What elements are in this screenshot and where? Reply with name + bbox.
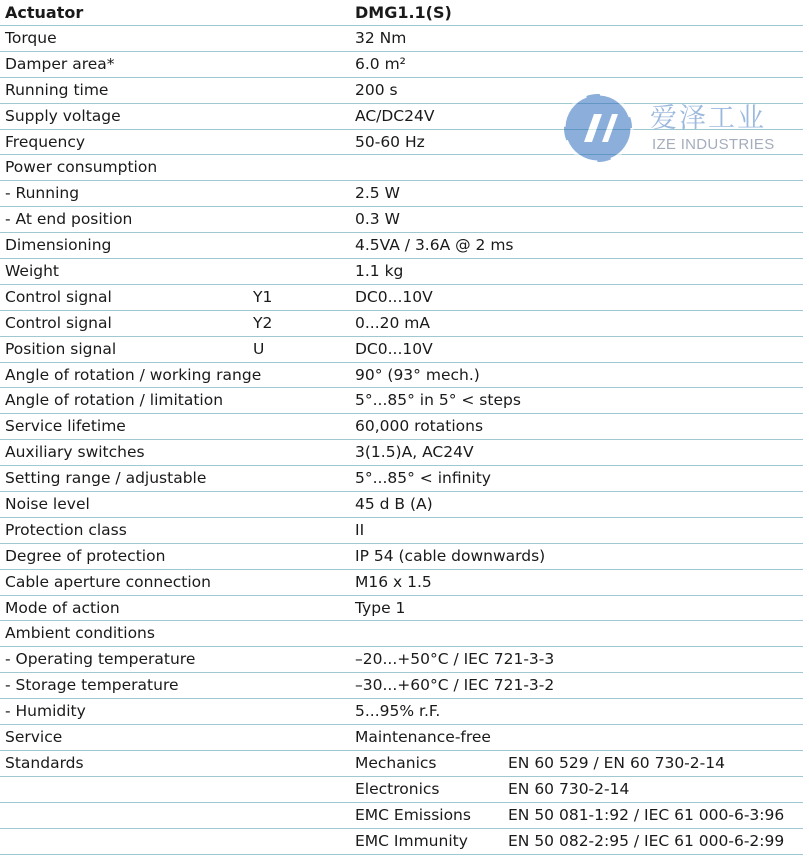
row-value: Type 1 — [355, 598, 406, 617]
row-label: Service — [5, 728, 63, 747]
row-value: DC0...10V — [355, 339, 433, 358]
row-value: 200 s — [355, 80, 398, 99]
row-value: Electronics — [355, 779, 440, 798]
table-row — [0, 207, 803, 233]
row-label: Supply voltage — [5, 106, 121, 125]
table-row — [0, 803, 803, 829]
row-value: 5°...85° < infinity — [355, 469, 491, 488]
table-header — [0, 0, 803, 26]
table-row — [0, 440, 803, 466]
table-row — [0, 414, 803, 440]
table-row — [0, 699, 803, 725]
row-label: Damper area* — [5, 54, 115, 73]
row-value: Maintenance-free — [355, 728, 491, 747]
row-value: EMC Emissions — [355, 805, 471, 824]
row-standard: EN 50 081-1:92 / IEC 61 000-6-3:96 — [508, 805, 785, 824]
row-label: Service lifetime — [5, 417, 126, 436]
table-body — [0, 26, 803, 855]
table-row — [0, 259, 803, 285]
row-value: II — [355, 520, 365, 539]
table-row — [0, 647, 803, 673]
row-label: Angle of rotation / limitation — [5, 391, 224, 410]
row-label: Angle of rotation / working range — [5, 365, 262, 384]
table-row — [0, 544, 803, 570]
row-value: 1.1 kg — [355, 262, 404, 281]
row-label: Mode of action — [5, 598, 120, 617]
row-value: AC/DC24V — [355, 106, 435, 125]
table-row — [0, 181, 803, 207]
row-label: - At end position — [5, 210, 133, 229]
row-value: 0...20 mA — [355, 313, 430, 332]
row-value: DC0...10V — [355, 287, 433, 306]
header-model: DMG1.1(S) — [355, 3, 452, 22]
table-row — [0, 725, 803, 751]
row-label: Protection class — [5, 520, 127, 539]
row-label: Torque — [5, 29, 57, 47]
row-value: 32 Nm — [355, 29, 407, 47]
table-row — [0, 751, 803, 777]
row-label: Running time — [5, 80, 109, 99]
row-label: Cable aperture connection — [5, 572, 211, 591]
row-standard: EN 60 730-2-14 — [508, 779, 630, 798]
row-label: Auxiliary switches — [5, 443, 145, 462]
row-label: Weight — [5, 262, 60, 281]
table-row — [0, 596, 803, 622]
table-row — [0, 285, 803, 311]
table-row — [0, 363, 803, 389]
row-value: EMC Immunity — [355, 831, 468, 850]
table-row — [0, 621, 803, 647]
row-value: –30...+60°C / IEC 721-3-2 — [355, 676, 555, 695]
table-row — [0, 130, 803, 156]
table-row — [0, 26, 803, 52]
row-value: IP 54 (cable downwards) — [355, 546, 546, 565]
row-standard: EN 50 082-2:95 / IEC 61 000-6-2:99 — [508, 831, 785, 850]
row-label: Power consumption — [5, 158, 158, 177]
header-label: Actuator — [5, 3, 84, 22]
table-row — [0, 52, 803, 78]
row-label: Control signal — [5, 313, 112, 332]
row-standard: EN 60 529 / EN 60 730-2-14 — [508, 753, 725, 772]
row-value: –20...+50°C / IEC 721-3-3 — [355, 650, 555, 669]
row-value: Mechanics — [355, 753, 437, 772]
table-row — [0, 155, 803, 181]
row-label: Control signal — [5, 287, 112, 306]
row-label: - Operating temperature — [5, 650, 196, 669]
watermark-en: IZE INDUSTRIES — [652, 136, 775, 153]
row-label: - Storage temperature — [5, 676, 179, 695]
row-value: 90° (93° mech.) — [355, 365, 480, 384]
row-signal-code: U — [253, 339, 265, 358]
row-label: Dimensioning — [5, 236, 112, 255]
row-value: 60,000 rotations — [355, 417, 484, 436]
table-row — [0, 829, 803, 855]
row-value: 4.5VA / 3.6A @ 2 ms — [355, 236, 514, 255]
row-value: 5°...85° in 5° < steps — [355, 391, 521, 410]
row-label: Position signal — [5, 339, 117, 358]
row-label: Noise level — [5, 495, 90, 514]
row-label: Frequency — [5, 132, 86, 151]
row-label: Ambient conditions — [5, 624, 155, 643]
table-row — [0, 492, 803, 518]
table-row — [0, 673, 803, 699]
row-value: 2.5 W — [355, 184, 400, 203]
table-row — [0, 466, 803, 492]
row-value: 0.3 W — [355, 210, 400, 229]
row-signal-code: Y2 — [253, 313, 273, 332]
table-row — [0, 570, 803, 596]
table-row — [0, 518, 803, 544]
watermark-cn: 爱泽工业 — [650, 103, 766, 134]
row-value: 6.0 m² — [355, 54, 406, 73]
row-label: - Humidity — [5, 702, 86, 721]
table-row — [0, 78, 803, 104]
table-row — [0, 777, 803, 803]
row-value: 50-60 Hz — [355, 132, 425, 151]
row-value: 45 d B (A) — [355, 495, 433, 514]
row-value: M16 x 1.5 — [355, 572, 432, 591]
row-label: Standards — [5, 753, 84, 772]
table-row — [0, 311, 803, 337]
row-label: Setting range / adjustable — [5, 469, 207, 488]
row-signal-code: Y1 — [253, 287, 273, 306]
table-row — [0, 233, 803, 259]
row-label: - Running — [5, 184, 80, 203]
row-value: 5...95% r.F. — [355, 702, 441, 721]
row-value: 3(1.5)A, AC24V — [355, 443, 474, 462]
table-row — [0, 337, 803, 363]
table-row — [0, 388, 803, 414]
row-label: Degree of protection — [5, 546, 166, 565]
table-row — [0, 104, 803, 130]
